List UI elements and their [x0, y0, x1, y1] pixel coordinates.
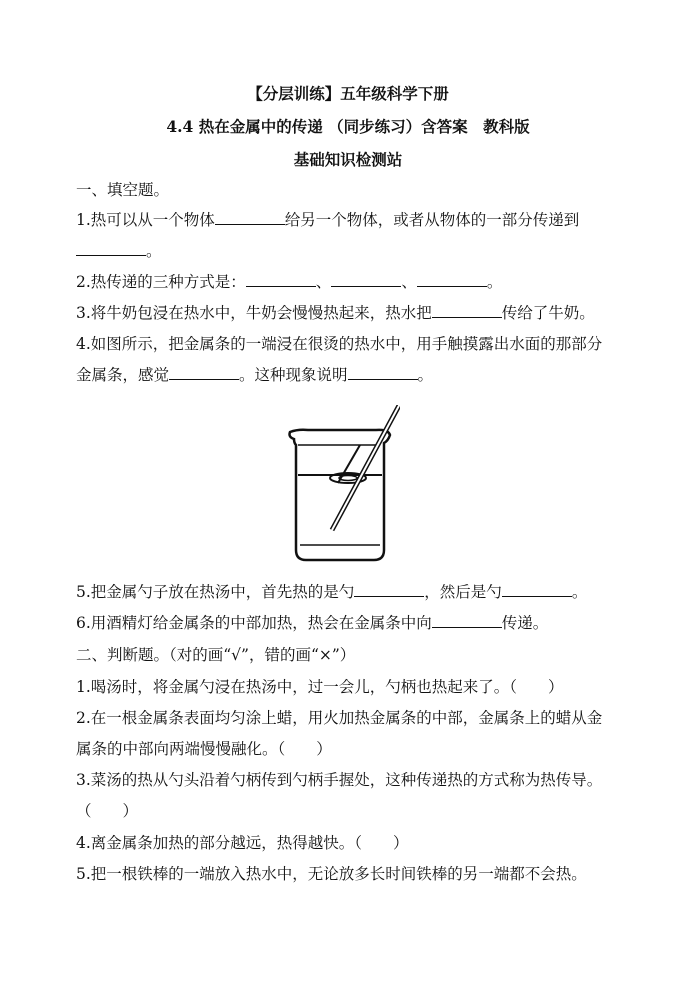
- question-1-line-2: 。: [76, 239, 636, 261]
- answer-blank[interactable]: [169, 365, 239, 380]
- judge-question-4: 4.离金属条加热的部分越远，热得越快。（ ）: [76, 834, 409, 852]
- part2-heading: 二、判断题。（对的画“√”，错的画“×”）: [76, 646, 356, 664]
- judge-question-2-line-2: 属条的中部向两端慢慢融化。（ ）: [76, 740, 332, 758]
- question-1-line-1: 1.热可以从一个物体 给另一个物体，或者从物体的一部分传递到: [76, 211, 580, 229]
- judge-question-1: 1.喝汤时，将金属勺浸在热汤中，过一会儿，勺柄也热起来了。（ ）: [76, 678, 564, 696]
- answer-blank[interactable]: [417, 272, 487, 287]
- judge-question-5: 5.把一根铁棒的一端放入热水中，无论放多长时间铁棒的另一端都不会热。: [76, 865, 587, 883]
- question-4-line-1: 4.如图所示，把金属条的一端浸在很烫的热水中，用手触摸露出水面的那部分: [76, 335, 603, 353]
- judge-question-3-line-1: 3.菜汤的热从勺头沿着勺柄传到勺柄手握处，这种传递热的方式称为热传导。: [76, 771, 603, 789]
- answer-blank[interactable]: [354, 582, 424, 597]
- worksheet-subtitle: 4.4 热在金属中的传递 （同步练习）含答案 教科版: [166, 117, 530, 136]
- answer-blank[interactable]: [432, 303, 502, 318]
- answer-blank[interactable]: [331, 272, 401, 287]
- beaker-with-metal-rod-icon: [280, 405, 400, 565]
- answer-blank[interactable]: [246, 272, 316, 287]
- judge-question-2-line-1: 2.在一根金属条表面均匀涂上蜡，用火加热金属条的中部，金属条上的蜡从金: [76, 709, 603, 727]
- worksheet-title: 【分层训练】五年级科学下册: [247, 84, 449, 103]
- answer-blank[interactable]: [76, 241, 146, 256]
- answer-blank[interactable]: [432, 613, 502, 628]
- answer-blank[interactable]: [502, 582, 572, 597]
- answer-blank[interactable]: [348, 365, 418, 380]
- question-4-line-2: 金属条，感觉 。这种现象说明 。: [76, 366, 434, 384]
- section-title: 基础知识检测站: [293, 150, 403, 169]
- part1-heading: 一、填空题。: [76, 181, 170, 199]
- answer-blank[interactable]: [215, 210, 285, 225]
- question-3: 3.将牛奶包浸在热水中，牛奶会慢慢热起来，热水把 传给了牛奶。: [76, 304, 595, 322]
- judge-question-3-line-2: （ ）: [76, 802, 139, 820]
- question-2: 2.热传递的三种方式是： 、 、 。: [76, 273, 503, 291]
- question-6: 6.用酒精灯给金属条的中部加热，热会在金属条中向 传递。: [76, 614, 549, 632]
- question-5: 5.把金属勺子放在热汤中，首先热的是勺 ，然后是勺 。: [76, 583, 588, 601]
